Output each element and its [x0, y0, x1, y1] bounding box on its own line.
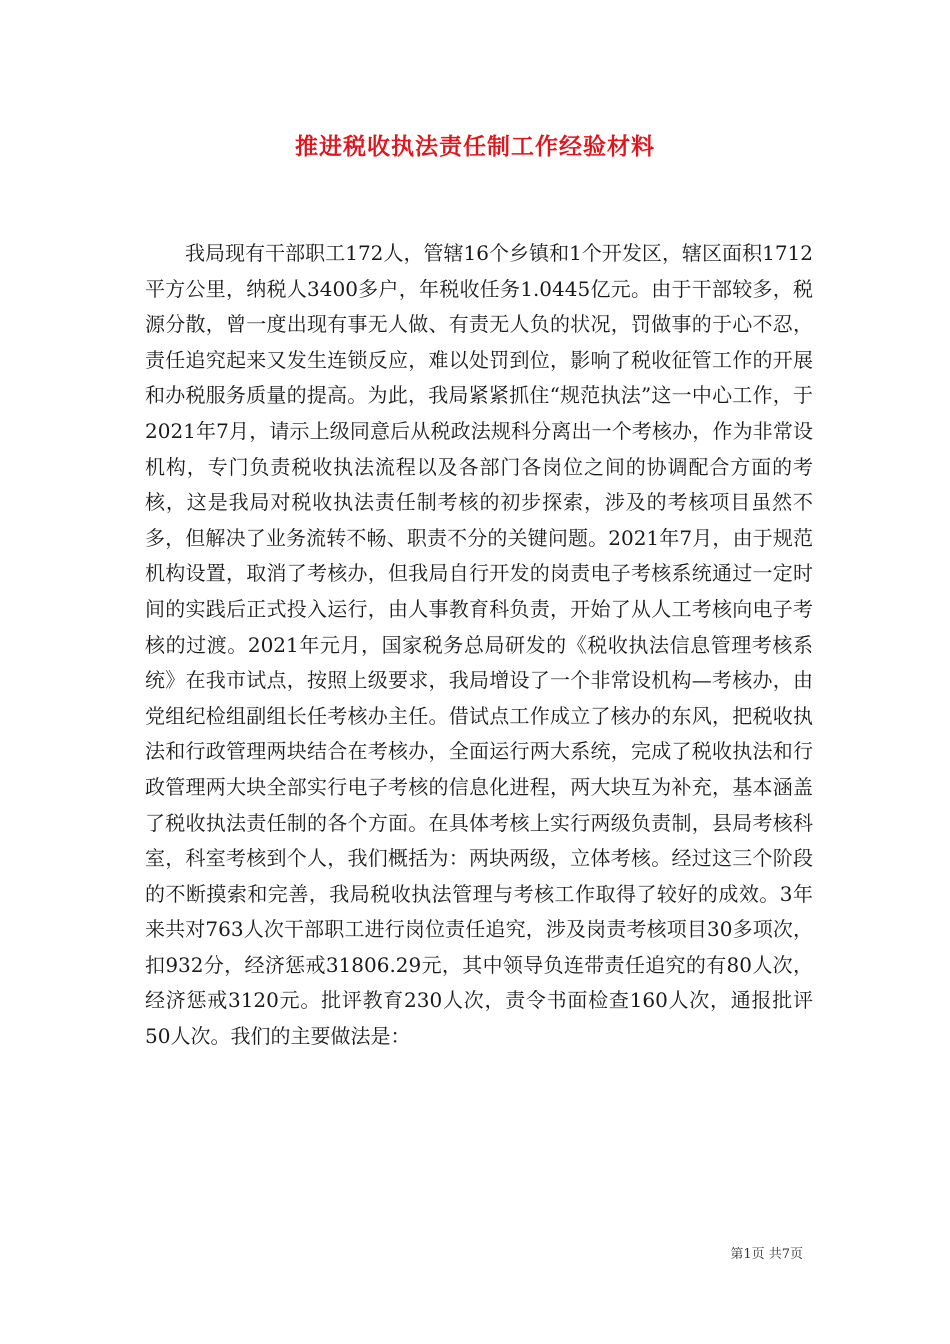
- body-paragraph: 我局现有干部职工172人，管辖16个乡镇和1个开发区，辖区面积1712平方公里，纳税人3400多户，年税收任务1.0445亿元。由于干部较多，税源分散，曾一度出现有事无人做、有责无人负的状况，罚做事的于心不忍，责任追究起来又发生连锁反应，难以处罚到位，影响了税收征管工作的开展和办税服务质量的提高。为此，我局紧紧抓住“规范执法”这一中心工作，于2021年7月，请示上级同意后从税政法规科分离出一个考核办，作为非常设机构，专门负责税收执法流程以及各部门各岗位之间的协调配合方面的考核，这是我局对税收执法责任制考核的初步探索，涉及的考核项目虽然不多，但解决了业务流转不畅、职责不分的关键问题。2021年7月，由于规范机构设置，取消了考核办，但我局自行开发的岗责电子考核系统通过一定时间的实践后正式投入运行，由人事教育科负责，开始了从人工考核向电子考核的过渡。2021年元月，国家税务总局研发的《税收执法信息管理考核系统》在我市试点，按照上级要求，我局增设了一个非常设机构—考核办，由党组纪检组副组长任考核办主任。借试点工作成立了核办的东风，把税收执法和行政管理两块结合在考核办，全面运行两大系统，完成了税收执法和行政管理两大块全部实行电子考核的信息化进程，两大块互为补充，基本涵盖了税收执法责任制的各个方面。在具体考核上实行两级负责制，县局考核科室，科室考核到个人，我们概括为：两块两级，立体考核。经过这三个阶段的不断摸索和完善，我局税收执法管理与考核工作取得了较好的成效。3年来共对763人次干部职工进行岗位责任追究，涉及岗责考核项目30多项次，扣932分，经济惩戒31806.29元，其中领导负连带责任追究的有80人次，经济惩戒3120元。批评教育230人次，责令书面检查160人次，通报批评50人次。我们的主要做法是：: [145, 241, 813, 1049]
- document-title: 推进税收执法责任制工作经验材料: [295, 133, 655, 160]
- page-number: 第1页 共7页: [730, 1247, 803, 1262]
